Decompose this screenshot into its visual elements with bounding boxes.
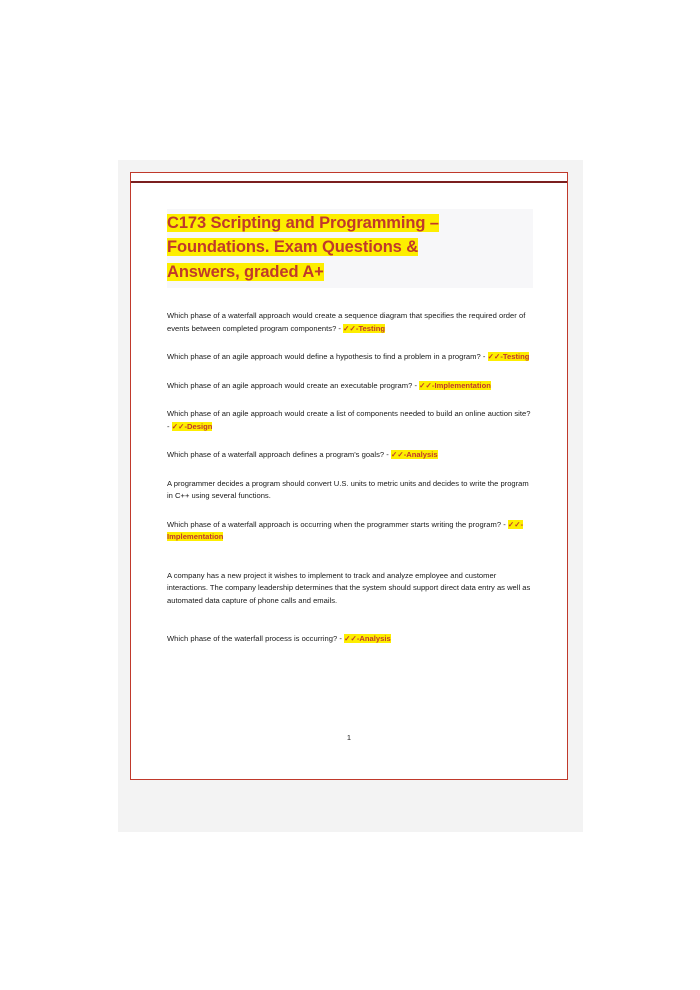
answer-text: ✓✓-Design — [171, 421, 213, 431]
answer-text: ✓✓-Testing — [487, 352, 530, 362]
qa-block — [167, 310, 533, 335]
scenario-paragraph: A programmer decides a program should convert U.S. units to metric units and decides to write the program in C++ using several functions. — [167, 478, 529, 501]
answer-text: ✓✓-Analysis — [344, 634, 391, 644]
question-text: Which phase of a waterfall approach defines a program's goals? - — [167, 450, 391, 460]
qa-block — [167, 351, 533, 364]
answer-text: ✓✓-Testing — [343, 323, 386, 333]
document-title — [167, 209, 533, 288]
answer-text: ✓✓-Analysis — [390, 450, 438, 460]
title-line-2: Foundations. Exam Questions & — [167, 238, 419, 257]
qa-block — [167, 380, 533, 393]
header-rule — [131, 181, 567, 183]
question-text: Which phase of an agile approach would create a list of components needed to build an online auction site? - — [167, 409, 531, 431]
block-spacer — [167, 560, 533, 570]
question-text: Which phase of a waterfall approach would create a sequence diagram that specifies the required order of events between completed program components? - — [167, 311, 526, 333]
title-line-3: Answers, graded A+ — [167, 262, 324, 281]
question-text: Which phase of a waterfall approach is occurring when the programmer starts writing the program? - — [167, 519, 508, 529]
scenario-paragraph: A company has a new project it wishes to implement to track and analyze employee and customer interactions. The company leadership determines that the system should support direct data entry as well as automated data capture of phone calls and emails. — [167, 570, 531, 605]
qa-block — [167, 633, 533, 646]
question-text: Which phase of an agile approach would create an executable program? - — [167, 380, 420, 390]
block-spacer — [167, 623, 533, 633]
page-number: 1 — [346, 733, 352, 742]
document-content — [167, 209, 533, 662]
title-line-1: C173 Scripting and Programming – — [167, 214, 439, 232]
document-page — [130, 172, 568, 780]
qa-block — [167, 519, 533, 544]
answer-text: ✓✓-Implementation — [167, 519, 524, 542]
qa-block — [167, 449, 533, 462]
question-text: Which phase of the waterfall process is occurring? - — [167, 634, 345, 644]
question-text: Which phase of an agile approach would define a hypothesis to find a problem in a program? - — [167, 352, 488, 362]
qa-block — [167, 408, 533, 433]
answer-text: ✓✓-Implementation — [419, 380, 491, 390]
